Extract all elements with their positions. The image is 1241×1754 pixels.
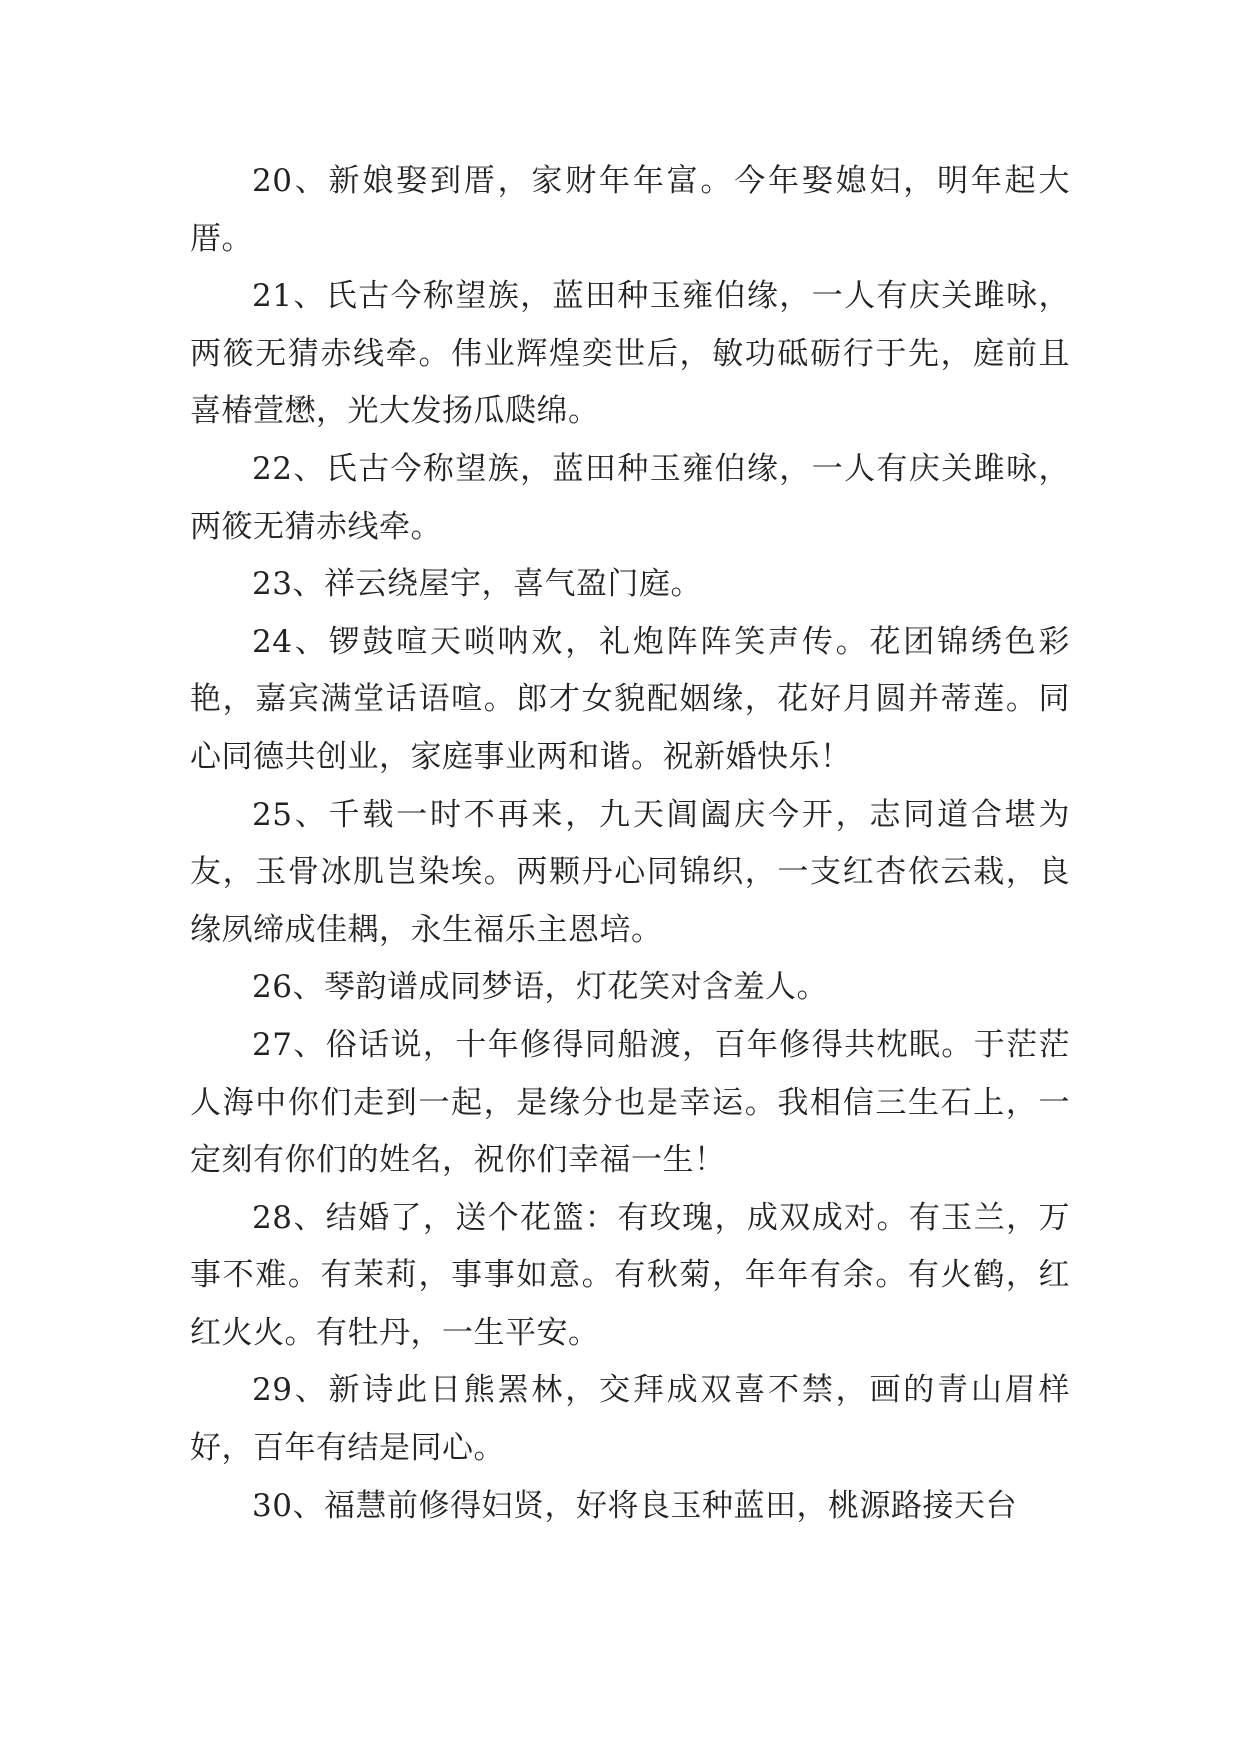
- paragraph-25: 25、千载一时不再来，九天阊阖庆今开，志同道合堪为友，玉骨冰肌岂染埃。两颗丹心同锦织，一支红杏依云栽，良缘夙缔成佳耦，永生福乐主恩培。: [190, 796, 1070, 948]
- paragraph-26: 26、琴韵谱成同梦语，灯花笑对含羞人。: [252, 969, 828, 1006]
- paragraph-21: 21、氏古今称望族，蓝田种玉雍伯缘，一人有庆关雎咏，两筱无猜赤线牵。伟业辉煌奕世后，敏功砥砺行于先，庭前且喜椿萱懋，光大发扬瓜瓞绵。: [190, 278, 1070, 430]
- paragraph-27: 27、俗话说，十年修得同船渡，百年修得共枕眠。于茫茫人海中你们走到一起，是缘分也是幸运。我相信三生石上，一定刻有你们的姓名，祝你们幸福一生！: [190, 1026, 1070, 1179]
- paragraph-30: 30、福慧前修得妇贤，好将良玉种蓝田，桃源路接天台: [252, 1487, 1017, 1524]
- paragraph-20: 20、新娘娶到厝，家财年年富。今年娶媳妇，明年起大厝。: [190, 163, 1070, 257]
- paragraph-29: 29、新诗此日熊罴林，交拜成双喜不禁，画的青山眉样好，百年有结是同心。: [190, 1372, 1070, 1467]
- document-body: [190, 153, 1070, 1535]
- paragraph-22: 22、氏古今称望族，蓝田种玉雍伯缘，一人有庆关雎咏，两筱无猜赤线牵。: [190, 450, 1070, 545]
- paragraph-23: 23、祥云绕屋宇，喜气盈门庭。: [252, 566, 702, 603]
- paragraph-28: 28、结婚了，送个花篮：有玫瑰，成双成对。有玉兰，万事不难。有茉莉，事事如意。有秋菊，年年有余。有火鹤，红红火火。有牡丹，一生平安。: [190, 1199, 1070, 1351]
- paragraph-24: 24、锣鼓喧天唢呐欢，礼炮阵阵笑声传。花团锦绣色彩艳，嘉宾满堂话语喧。郎才女貌配姻缘，花好月圆并蒂莲。同心同德共创业，家庭事业两和谐。祝新婚快乐！: [190, 623, 1070, 775]
